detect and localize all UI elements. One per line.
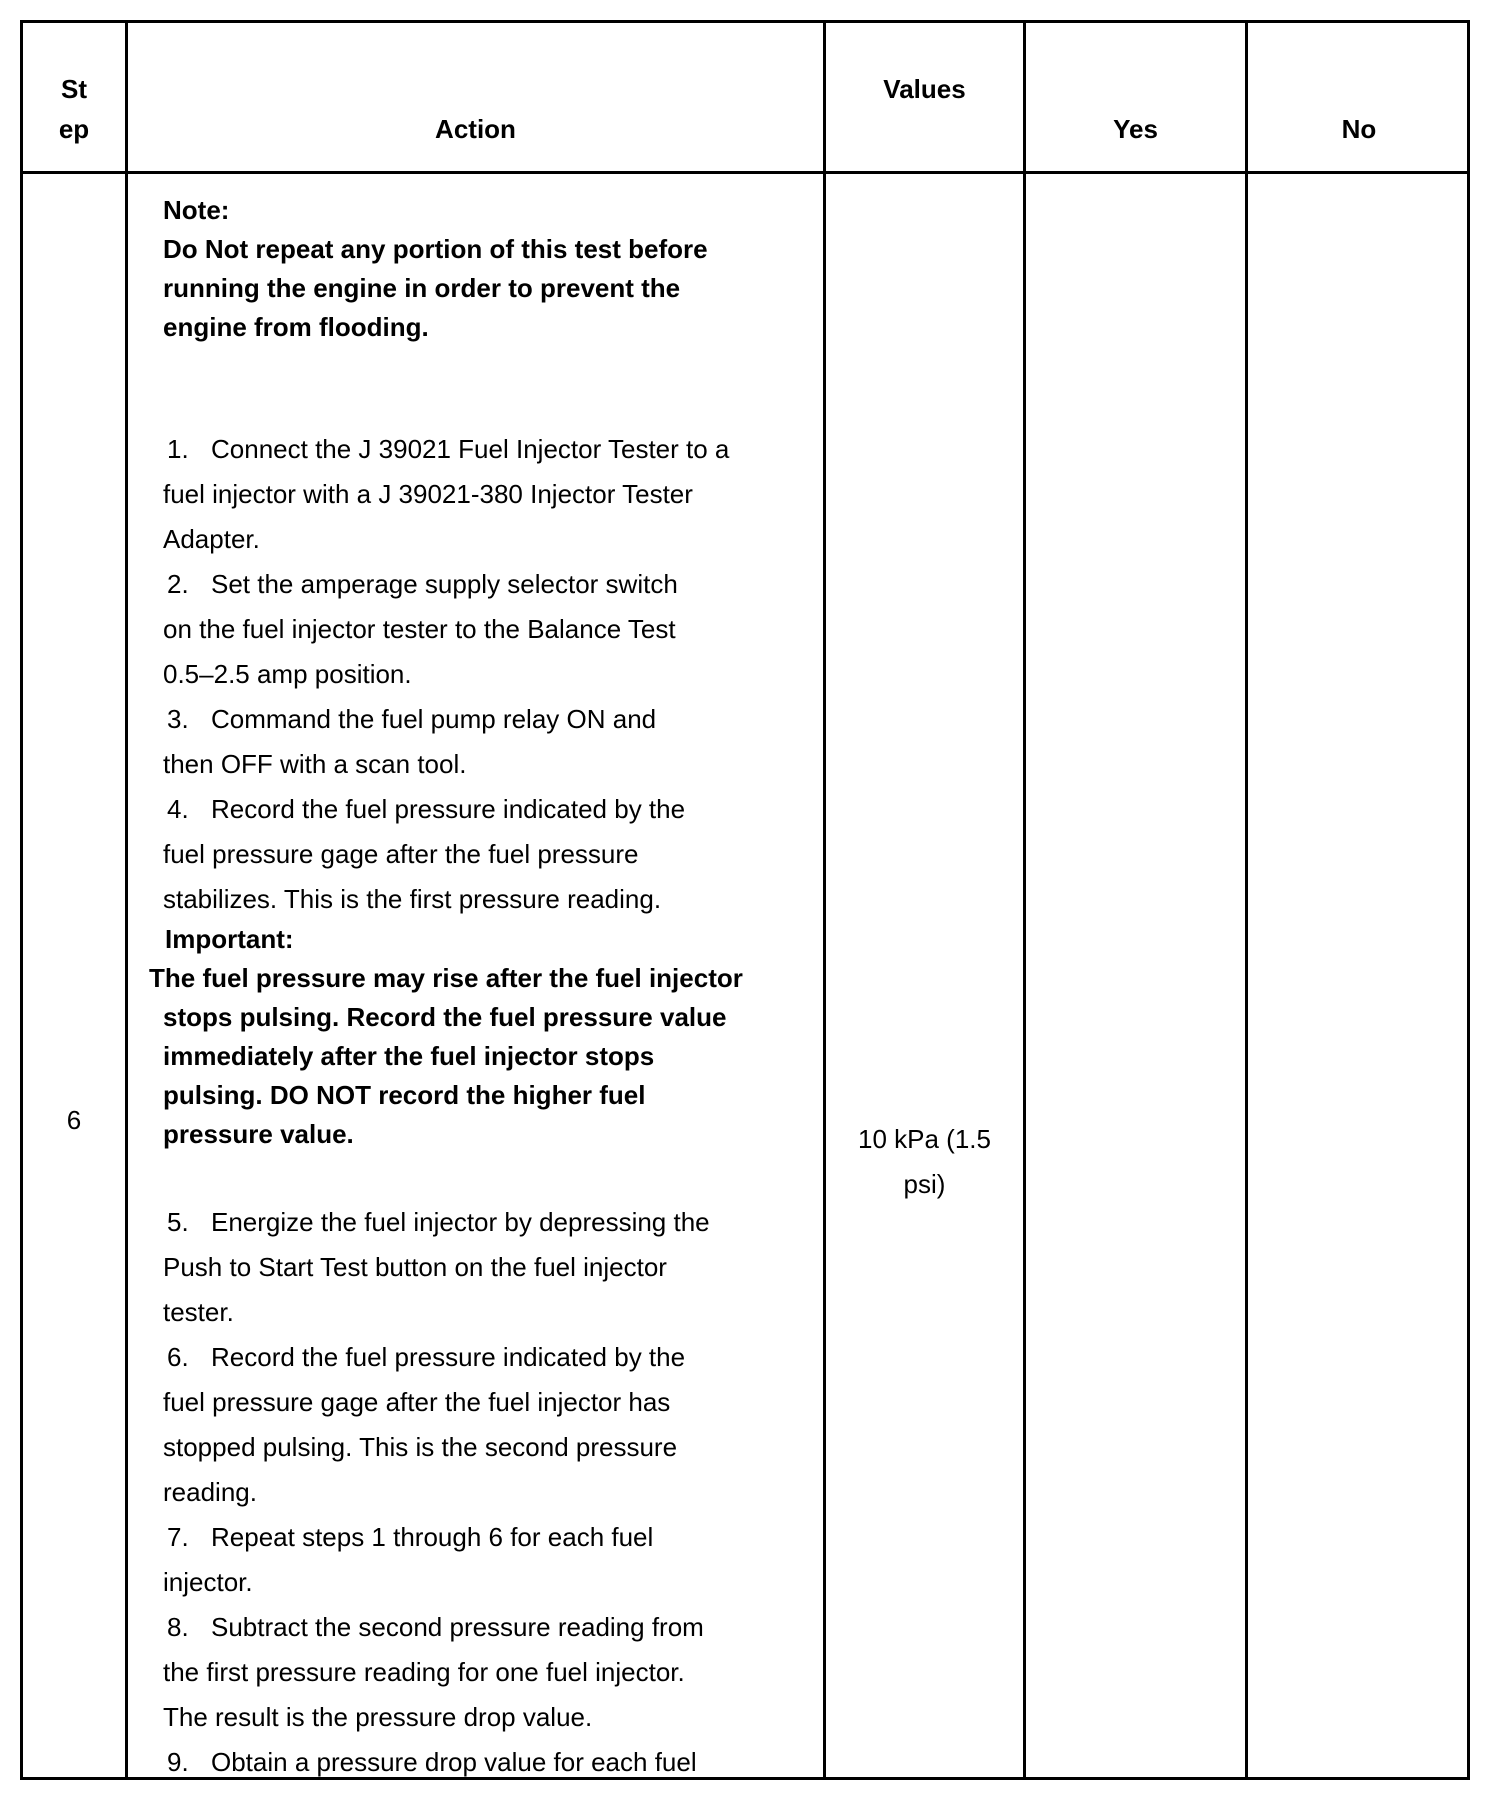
header-step-line2: ep bbox=[58, 114, 90, 144]
procedure-step-line bbox=[163, 697, 783, 742]
procedure-step-line bbox=[163, 1515, 783, 1560]
important-block bbox=[149, 920, 809, 1154]
procedure-step-text: fuel pressure gage after the fuel injector has bbox=[163, 1387, 671, 1417]
procedure-step-text: on the fuel injector tester to the Balance Test bbox=[163, 614, 676, 644]
procedure-step-line bbox=[163, 427, 783, 472]
procedure-step-line bbox=[163, 787, 783, 832]
procedure-step-line bbox=[163, 1380, 783, 1425]
procedure-steps-a bbox=[163, 427, 783, 922]
procedure-step-number: 9. bbox=[167, 1747, 189, 1777]
values-cell bbox=[826, 1117, 1023, 1207]
step-number: 6 bbox=[66, 1105, 82, 1135]
procedure-step-text: Push to Start Test button on the fuel injector bbox=[163, 1252, 667, 1282]
procedure-step-text: Set the amperage supply selector switch bbox=[211, 569, 678, 599]
procedure-step-line bbox=[163, 1605, 783, 1650]
important-line: The fuel pressure may rise after the fuel injector bbox=[149, 963, 743, 993]
procedure-steps-b bbox=[163, 1200, 783, 1785]
header-divider bbox=[23, 171, 1467, 174]
note-line: running the engine in order to prevent the bbox=[163, 273, 681, 303]
procedure-step-line bbox=[163, 877, 783, 922]
procedure-step-number: 7. bbox=[167, 1522, 189, 1552]
procedure-step-text: Command the fuel pump relay ON and bbox=[211, 704, 657, 734]
procedure-step-line bbox=[163, 1200, 783, 1245]
column-divider bbox=[1023, 23, 1026, 1777]
procedure-step-text: fuel injector with a J 39021-380 Injector Tester bbox=[163, 479, 693, 509]
procedure-step-line bbox=[163, 1740, 783, 1785]
procedure-step-text: tester. bbox=[163, 1297, 234, 1327]
procedure-step-text: The result is the pressure drop value. bbox=[163, 1702, 593, 1732]
procedure-step-text: Energize the fuel injector by depressing the bbox=[211, 1207, 710, 1237]
procedure-step-number: 4. bbox=[167, 794, 189, 824]
procedure-step-line bbox=[163, 652, 783, 697]
procedure-step-number: 2. bbox=[167, 569, 189, 599]
procedure-step-text: then OFF with a scan tool. bbox=[163, 749, 467, 779]
note-line: Do Not repeat any portion of this test before bbox=[163, 234, 708, 264]
diagnostic-table bbox=[20, 20, 1470, 1780]
header-values: Values bbox=[883, 74, 966, 104]
procedure-step-line bbox=[163, 1245, 783, 1290]
procedure-step-text: Adapter. bbox=[163, 524, 260, 554]
procedure-step-number: 1. bbox=[167, 434, 189, 464]
note-line: engine from flooding. bbox=[163, 312, 429, 342]
procedure-step-number: 6. bbox=[167, 1342, 189, 1372]
procedure-step-line bbox=[163, 607, 783, 652]
column-divider bbox=[125, 23, 128, 1777]
procedure-step-text: the first pressure reading for one fuel injector. bbox=[163, 1657, 685, 1687]
procedure-step-number: 8. bbox=[167, 1612, 189, 1642]
header-step bbox=[23, 69, 125, 149]
header-yes: Yes bbox=[1113, 114, 1158, 144]
procedure-step-text: Connect the J 39021 Fuel Injector Tester to a bbox=[211, 434, 730, 464]
procedure-step-line bbox=[163, 742, 783, 787]
procedure-step-text: stopped pulsing. This is the second pressure bbox=[163, 1432, 678, 1462]
important-label: Important: bbox=[165, 924, 294, 954]
procedure-step-text: Subtract the second pressure reading from bbox=[211, 1612, 704, 1642]
procedure-step-line bbox=[163, 1335, 783, 1380]
procedure-step-text: Obtain a pressure drop value for each fuel bbox=[211, 1747, 697, 1777]
procedure-step-text: 0.5–2.5 amp position. bbox=[163, 659, 412, 689]
procedure-step-text: Repeat steps 1 through 6 for each fuel bbox=[211, 1522, 654, 1552]
column-divider bbox=[823, 23, 826, 1777]
procedure-step-line bbox=[163, 1290, 783, 1335]
column-divider bbox=[1245, 23, 1248, 1777]
important-line: pressure value. bbox=[163, 1119, 354, 1149]
procedure-step-line bbox=[163, 472, 783, 517]
procedure-step-line bbox=[163, 517, 783, 562]
note-block bbox=[163, 191, 783, 347]
important-line: immediately after the fuel injector stops bbox=[163, 1041, 655, 1071]
procedure-step-line bbox=[163, 832, 783, 877]
procedure-step-text: reading. bbox=[163, 1477, 257, 1507]
values-line: psi) bbox=[903, 1169, 946, 1199]
note-label: Note: bbox=[163, 195, 230, 225]
procedure-step-number: 3. bbox=[167, 704, 189, 734]
important-line: pulsing. DO NOT record the higher fuel bbox=[163, 1080, 646, 1110]
values-line: 10 kPa (1.5 bbox=[858, 1124, 991, 1154]
procedure-step-line bbox=[163, 562, 783, 607]
procedure-step-line bbox=[163, 1650, 783, 1695]
important-line: stops pulsing. Record the fuel pressure value bbox=[163, 1002, 727, 1032]
procedure-step-line bbox=[163, 1425, 783, 1470]
procedure-step-text: stabilizes. This is the first pressure reading. bbox=[163, 884, 662, 914]
procedure-step-line bbox=[163, 1560, 783, 1605]
header-action: Action bbox=[435, 114, 516, 144]
procedure-step-text: injector. bbox=[163, 1567, 253, 1597]
procedure-step-number: 5. bbox=[167, 1207, 189, 1237]
procedure-step-text: Record the fuel pressure indicated by the bbox=[211, 794, 686, 824]
header-step-line1: St bbox=[61, 74, 87, 104]
procedure-step-line bbox=[163, 1695, 783, 1740]
procedure-step-text: Record the fuel pressure indicated by the bbox=[211, 1342, 686, 1372]
header-no: No bbox=[1341, 114, 1377, 144]
procedure-step-text: fuel pressure gage after the fuel pressure bbox=[163, 839, 639, 869]
procedure-step-line bbox=[163, 1470, 783, 1515]
